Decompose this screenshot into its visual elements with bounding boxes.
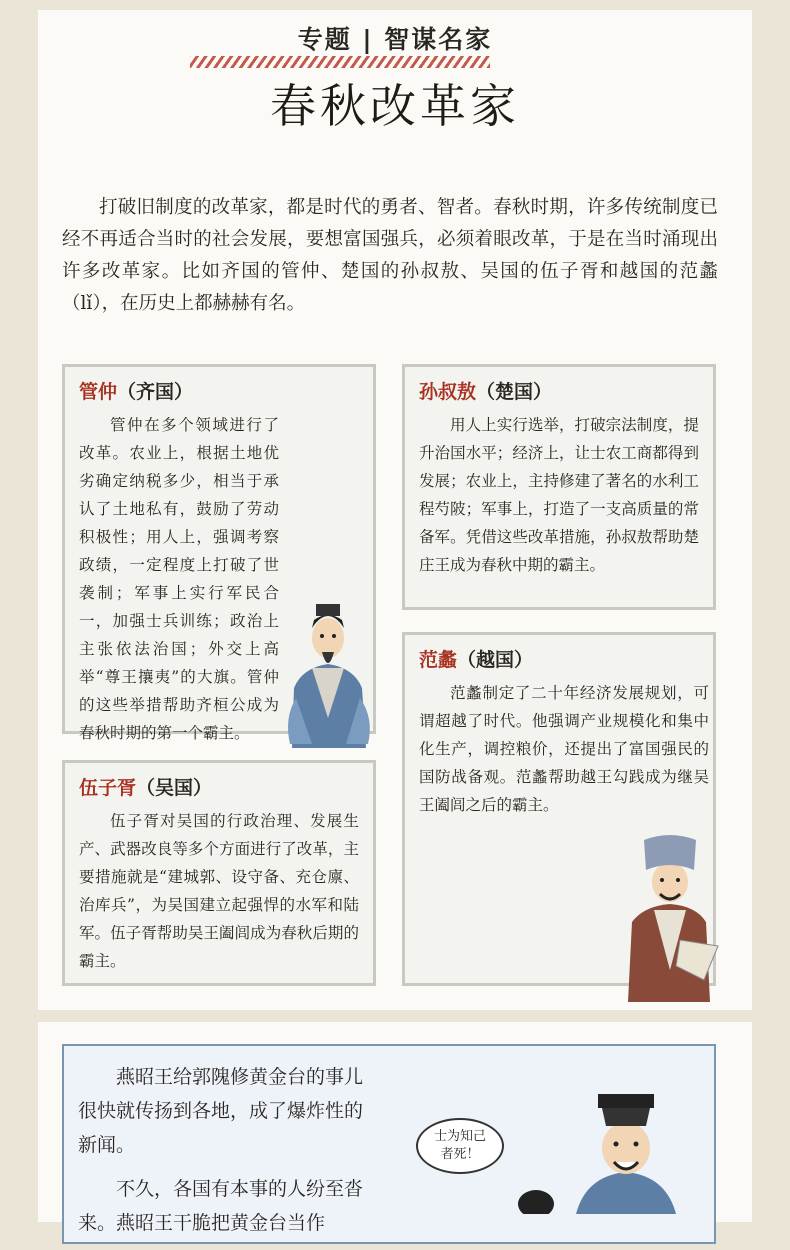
card-name: 范蠡: [419, 649, 458, 671]
guan-zhong-figure-icon: [282, 598, 374, 748]
card-country: （楚国）: [476, 381, 553, 403]
card-text: 伍子胥对吴国的行政治理、发展生产、武器改良等多个方面进行了改革，主要措施就是“建城郭、设守备、充仓廪、治库兵”，为吴国建立起强悍的水军和陆军。伍子胥帮助吴王阖闾成为春秋后期的霸主。: [79, 812, 359, 970]
card-name: 管仲: [79, 381, 118, 403]
king-zhao-figure-icon: [516, 1086, 716, 1214]
decorative-hatch: [190, 56, 490, 68]
card-text: 管仲在多个领域进行了改革。农业上，根据土地优劣确定纳税多少，相当于承认了土地私有，鼓励了劳动积极性；用人上，强调考察政绩，一定程度上打破了世袭制；军事上实行军民合一，加强士兵训练；政治上主张依法治国；外交上高举“尊王攘夷”的大旗。管仲的这些举措帮助齐桓公成为春秋时期的第一个霸主。: [79, 416, 279, 742]
intro-paragraph: 打破旧制度的改革家，都是时代的勇者、智者。春秋时期，许多传统制度已经不再适合当时的社会发展，要想富国强兵，必须着眼改革，于是在当时涌现出许多改革家。比如齐国的管仲、楚国的孙叔敖、吴国的伍子胥和越国的范蠡（lǐ），在历史上都赫赫有名。: [62, 197, 718, 314]
comic-paragraph: 燕昭王给郭隗修黄金台的事儿很快就传扬到各地，成了爆炸性的新闻。: [78, 1066, 364, 1156]
card-text: 范蠡制定了二十年经济发展规划，可谓超越了时代。他强调产业规模化和集中化生产，调控粮价，还提出了富国强民的国防战备观。范蠡帮助越王勾践成为继吴王阖闾之后的霸主。: [419, 684, 709, 814]
card-country: （齐国）: [117, 381, 194, 403]
page-title: 春秋改革家: [270, 79, 520, 133]
card-title: [419, 377, 699, 407]
fan-li-figure-icon: [620, 830, 720, 1002]
comic-text: [78, 1060, 378, 1250]
topic-tag: 专题 | 智谋名家: [297, 25, 493, 54]
speech-bubble: [416, 1118, 504, 1174]
card-country: （越国）: [457, 649, 534, 671]
card-sun-shuao: [402, 364, 716, 610]
card-country: （吴国）: [136, 777, 213, 799]
card-title: [79, 377, 359, 407]
card-title: [79, 773, 359, 803]
card-wu-zixu: [62, 760, 376, 986]
comic-paragraph: 不久，各国有本事的人纷至沓来。燕昭王干脆把黄金台当作: [78, 1178, 364, 1234]
card-title: [419, 645, 699, 675]
speech-bubble-line: 士为知己: [433, 1129, 486, 1144]
speech-bubble-line: 者死！: [440, 1147, 480, 1162]
card-text: 用人上实行选举，打破宗法制度，提升治国水平；经济上，让士农工商都得到发展；农业上，主持修建了著名的水利工程芍陂；军事上，打造了一支高质量的常备军。凭借这些改革措施，孙叔敖帮助楚庄王成为春秋中期的霸主。: [419, 416, 699, 574]
card-name: 孙叔敖: [419, 381, 477, 403]
card-name: 伍子胥: [79, 777, 137, 799]
